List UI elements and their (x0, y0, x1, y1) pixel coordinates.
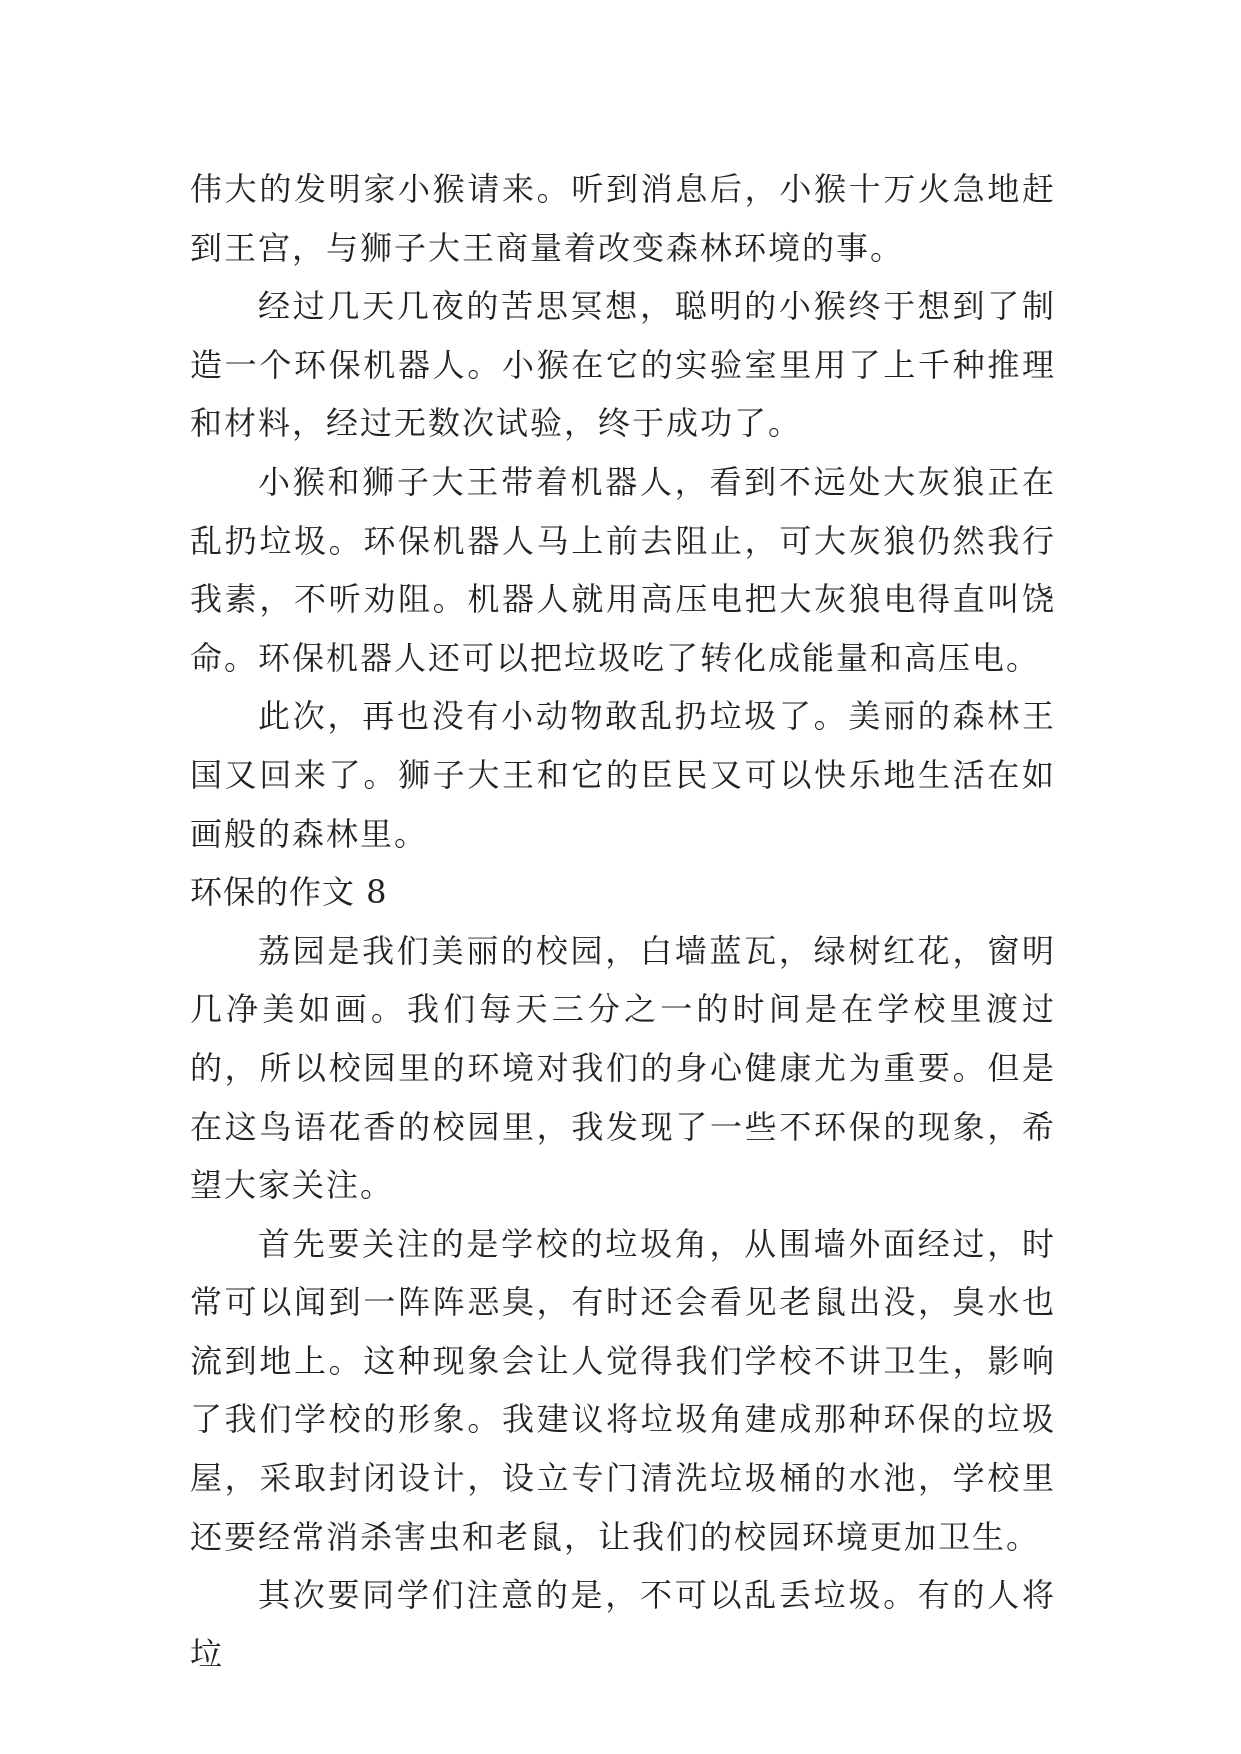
paragraph-2: 经过几天几夜的苦思冥想，聪明的小猴终于想到了制造一个环保机器人。小猴在它的实验室里用了上千种推理和材料，经过无数次试验，终于成功了。 (190, 287, 1056, 443)
paragraph-3: 小猴和狮子大王带着机器人，看到不远处大灰狼正在乱扔垃圾。环保机器人马上前去阻止，可大灰狼仍然我行我素，不听劝阻。机器人就用高压电把大灰狼电得直叫饶命。环保机器人还可以把垃圾吃了转化成能量和高压电。 (190, 462, 1056, 677)
paragraph-6: 首先要关注的是学校的垃圾角，从围墙外面经过，时常可以闻到一阵阵恶臭，有时还会看见老鼠出没，臭水也流到地上。这种现象会让人觉得我们学校不讲卫生，影响了我们学校的形象。我建议将垃圾角建成那种环保的垃圾屋，采取封闭设计，设立专门清洗垃圾桶的水池，学校里还要经常消杀害虫和老鼠，让我们的校园环境更加卫生。 (190, 1224, 1056, 1556)
paragraph-5: 荔园是我们美丽的校园，白墙蓝瓦，绿树红花，窗明几净美如画。我们每天三分之一的时间是在学校里渡过的，所以校园里的环境对我们的身心健康尤为重要。但是在这鸟语花香的校园里，我发现了一些不环保的现象，希望大家关注。 (190, 931, 1056, 1205)
paragraph-4: 此次，再也没有小动物敢乱扔垃圾了。美丽的森林王国又回来了。狮子大王和它的臣民又可以快乐地生活在如画般的森林里。 (190, 697, 1056, 853)
paragraph-1: 伟大的发明家小猴请来。听到消息后，小猴十万火急地赶到王宫，与狮子大王商量着改变森林环境的事。 (190, 170, 1056, 267)
document-page (190, 160, 1056, 1683)
paragraph-7: 其次要同学们注意的是，不可以乱丢垃圾。有的人将垃 (190, 1576, 1056, 1673)
section-heading: 环保的作文 8 (190, 873, 388, 912)
